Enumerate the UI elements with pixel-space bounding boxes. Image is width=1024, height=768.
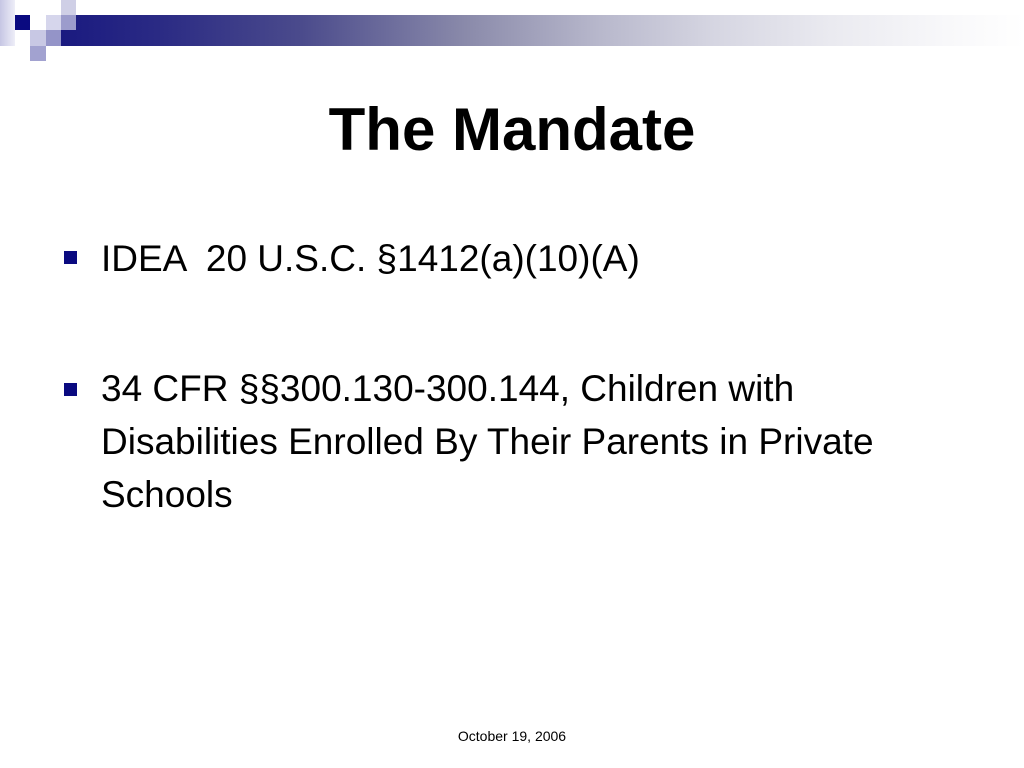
decor-square-navy <box>15 15 30 30</box>
header-gradient-bar <box>61 15 1024 46</box>
decor-square-medium-2 <box>46 30 61 46</box>
decor-square-medium-1 <box>61 15 76 30</box>
decor-square-top <box>61 0 76 15</box>
slide-title: The Mandate <box>328 96 696 163</box>
bullet-text: 34 CFR §§300.130-300.144, Children with Disabilities Enrolled By Their Parents in Private Schools <box>101 368 874 515</box>
square-bullet-icon <box>64 383 77 396</box>
left-gradient-strip <box>0 0 15 46</box>
decor-square-medium-3 <box>30 46 46 61</box>
bullet-text: IDEA 20 U.S.C. §1412(a)(10)(A) <box>101 238 640 279</box>
decor-square-light-2 <box>30 30 46 46</box>
square-bullet-icon <box>64 251 77 264</box>
decor-square-light-1 <box>46 15 61 30</box>
footer-date: October 19, 2006 <box>457 728 567 744</box>
